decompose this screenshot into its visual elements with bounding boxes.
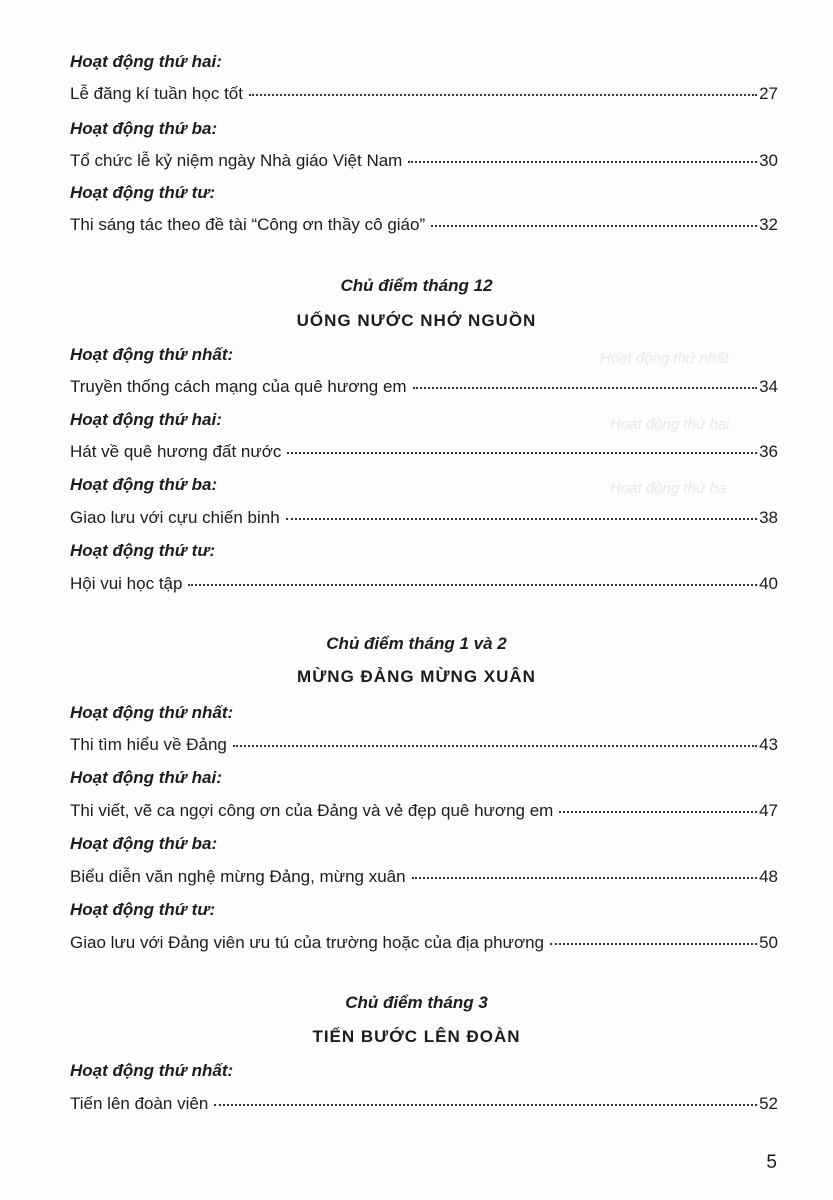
entry-title: Biểu diễn văn nghệ mừng Đảng, mừng xuân	[70, 867, 406, 886]
dot-leader	[412, 877, 757, 879]
toc-entry[interactable]	[70, 215, 778, 235]
entry-page: 43	[759, 735, 778, 754]
dot-leader	[188, 584, 757, 586]
activity-heading: Hoạt động thứ ba:	[70, 119, 218, 138]
entry-title: Giao lưu với Đảng viên ưu tú của trường hoặc của địa phương	[70, 933, 544, 952]
toc-entry[interactable]	[70, 574, 778, 594]
toc-entry[interactable]	[70, 377, 778, 397]
bleed-through-text: Hoạt động thứ nhất	[600, 350, 729, 367]
toc-entry[interactable]	[70, 933, 778, 953]
dot-leader	[214, 1104, 757, 1106]
entry-page: 30	[759, 151, 778, 170]
dot-leader	[233, 745, 757, 747]
activity-heading: Hoạt động thứ nhất:	[70, 345, 234, 364]
entry-title: Thi tìm hiểu về Đảng	[70, 735, 227, 754]
dot-leader	[413, 387, 757, 389]
toc-entry[interactable]	[70, 801, 778, 821]
toc-entry[interactable]	[70, 867, 778, 887]
bleed-through-text: Hoạt động thứ hai	[610, 416, 730, 433]
section-title: TIẾN BƯỚC LÊN ĐOÀN	[312, 1027, 521, 1046]
entry-title: Tổ chức lễ kỷ niệm ngày Nhà giáo Việt Nam	[70, 151, 403, 170]
entry-page: 52	[759, 1094, 778, 1113]
activity-heading: Hoạt động thứ nhất:	[70, 1061, 234, 1080]
toc-entry[interactable]	[70, 151, 778, 171]
section-label: Chủ điểm tháng 1 và 2	[326, 634, 507, 653]
activity-heading: Hoạt động thứ hai:	[70, 52, 222, 71]
dot-leader	[286, 518, 757, 520]
entry-page: 32	[759, 215, 778, 234]
entry-title: Tiến lên đoàn viên	[70, 1094, 209, 1113]
dot-leader	[249, 94, 757, 96]
dot-leader	[287, 452, 757, 454]
entry-page: 50	[759, 933, 778, 952]
entry-title: Lễ đăng kí tuần học tốt	[70, 84, 243, 103]
toc-entry[interactable]	[70, 1094, 778, 1114]
entry-title: Hát về quê hương đất nước	[70, 442, 282, 461]
entry-title: Thi sáng tác theo đề tài “Công ơn thầy cô giáo”	[70, 215, 426, 234]
dot-leader	[408, 161, 757, 163]
activity-heading: Hoạt động thứ nhất:	[70, 703, 234, 722]
dot-leader	[431, 225, 757, 227]
activity-heading: Hoạt động thứ ba:	[70, 475, 218, 494]
entry-page: 34	[759, 377, 778, 396]
toc-entry[interactable]	[70, 508, 778, 528]
activity-heading: Hoạt động thứ tư:	[70, 541, 216, 560]
toc-entry[interactable]	[70, 442, 778, 462]
entry-page: 47	[759, 801, 778, 820]
activity-heading: Hoạt động thứ tư:	[70, 183, 216, 202]
activity-heading: Hoạt động thứ hai:	[70, 410, 222, 429]
activity-heading: Hoạt động thứ ba:	[70, 834, 218, 853]
toc-entry[interactable]	[70, 735, 778, 755]
bleed-through-text: Hoạt động thứ ba	[610, 480, 727, 497]
section-title: MỪNG ĐẢNG MỪNG XUÂN	[297, 667, 536, 686]
entry-page: 36	[759, 442, 778, 461]
entry-title: Truyền thống cách mạng của quê hương em	[70, 377, 407, 396]
toc-entry[interactable]	[70, 84, 778, 104]
page-number: 5	[766, 1152, 777, 1173]
entry-title: Thi viết, vẽ ca ngợi công ơn của Đảng và vẻ đẹp quê hương em	[70, 801, 554, 820]
section-title: UỐNG NƯỚC NHỚ NGUỒN	[296, 311, 537, 330]
entry-page: 38	[759, 508, 778, 527]
entry-page: 48	[759, 867, 778, 886]
entry-page: 27	[759, 84, 778, 103]
entry-title: Hội vui học tập	[70, 574, 183, 593]
activity-heading: Hoạt động thứ tư:	[70, 900, 216, 919]
entry-page: 40	[759, 574, 778, 593]
activity-heading: Hoạt động thứ hai:	[70, 768, 222, 787]
dot-leader	[550, 943, 757, 945]
section-label: Chủ điểm tháng 12	[340, 276, 493, 295]
entry-title: Giao lưu với cựu chiến binh	[70, 508, 280, 527]
dot-leader	[559, 811, 757, 813]
section-label: Chủ điểm tháng 3	[345, 993, 488, 1012]
